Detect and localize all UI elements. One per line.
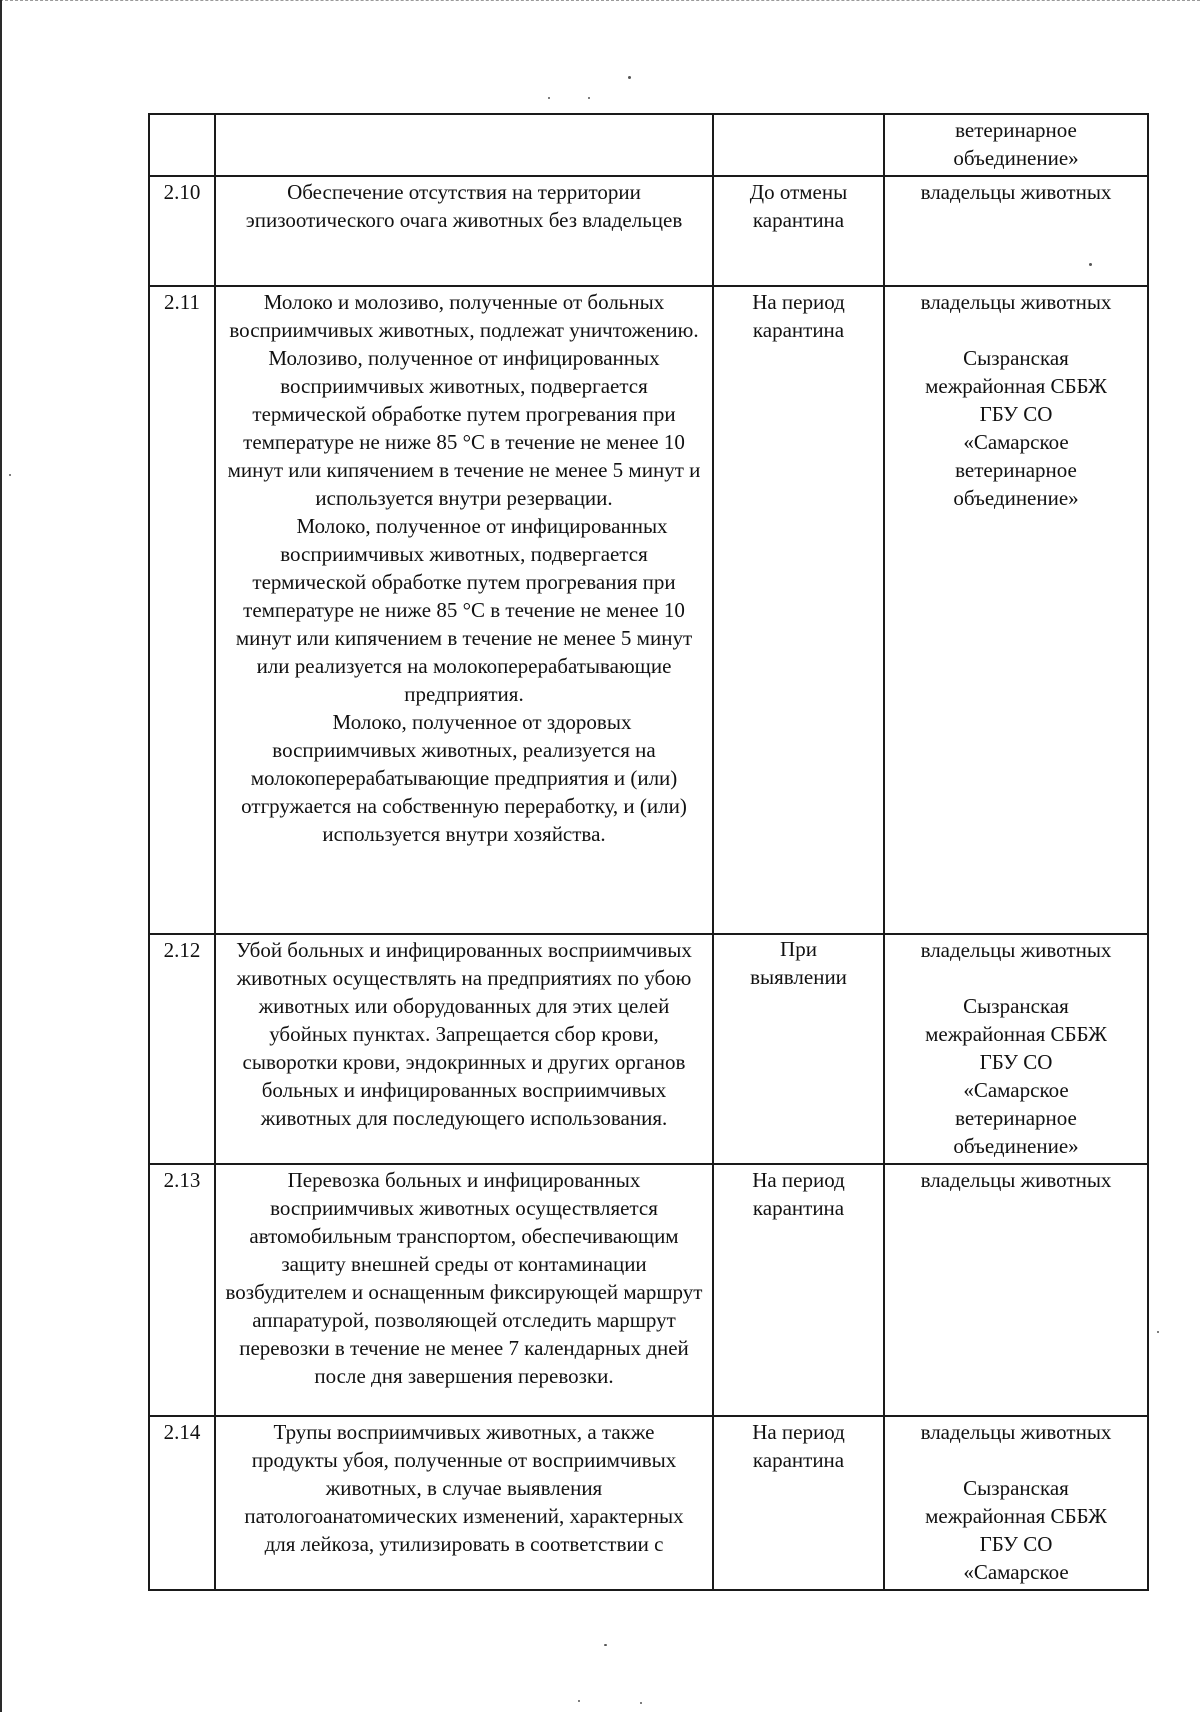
responsible-text: владельцы животных <box>920 1420 1112 1444</box>
table-row <box>149 934 1148 1164</box>
scan-top-edge <box>0 0 1200 3</box>
responsible-cell <box>884 286 1148 934</box>
responsible-cell <box>884 1164 1148 1416</box>
scan-speck <box>588 97 590 99</box>
measure-paragraph: Молоко, полученное от инфицированных восприимчивых животных, подвергается термической обработке путем прогревания при температуре не ниже 85 °С в течение не менее 10 минут или кипячением в течение не менее 5 минут или реализуется на молокоперерабатывающие предприятия. <box>235 514 693 706</box>
table-row <box>149 1416 1148 1590</box>
row-number <box>149 114 215 176</box>
measure-text: Трупы восприимчивых животных, а также продукты убоя, полученные от восприимчивых животных, в случае выявления патологоанатомических изменений, характерных для лейкоза, утилизировать в соответствии с <box>244 1420 684 1556</box>
responsible-cell <box>884 1416 1148 1590</box>
scan-speck <box>9 474 11 476</box>
responsible-cell <box>884 934 1148 1164</box>
measure-cell <box>215 114 713 176</box>
measure-paragraph: Молоко, полученное от здоровых восприимчивых животных, реализуется на молокоперерабатывающие предприятия и (или) отгружается на собственную переработку, и (или) используется внутри хозяйства. <box>241 710 687 846</box>
responsible-text: Сызранская межрайонная СББЖ ГБУ СО «Самарское ветеринарное объединение» <box>925 346 1107 510</box>
measure-cell <box>215 1416 713 1590</box>
measure-paragraph: Молоко и молозиво, полученные от больных восприимчивых животных, подлежат уничтожению. Молозиво, полученное от инфицированных восприимчивых животных, подвергается термической обработке путем прогревания при температуре не ниже 85 °С в течение не менее 10 минут или кипячением в течение не менее 5 минут и используется внутри резервации. <box>227 290 701 510</box>
responsible-text: владельцы животных <box>920 1168 1112 1192</box>
table-row <box>149 114 1148 176</box>
term-cell: На период карантина <box>713 1164 884 1416</box>
scan-speck <box>640 1702 642 1704</box>
scan-speck <box>578 1700 580 1702</box>
term-cell: При выявлении <box>713 934 884 1164</box>
table-row <box>149 176 1148 286</box>
measure-text: Обеспечение отсутствия на территории эпизоотического очага животных без владельцев <box>245 180 683 232</box>
scan-speck <box>628 76 631 79</box>
scan-speck <box>548 97 550 99</box>
term-cell: На период карантина <box>713 286 884 934</box>
responsible-text: владельцы животных <box>920 290 1112 314</box>
measure-text: Убой больных и инфицированных восприимчивых животных осуществлять на предприятиях по убою животных или оборудованных для этих целей убойных пунктах. Запрещается сбор крови, сыворотки крови, эндокринных и других органов больных и инфицированных восприимчивых животных для последующего использования. <box>236 938 692 1130</box>
table-row <box>149 1164 1148 1416</box>
term-cell: До отмены карантина <box>713 176 884 286</box>
measure-text: Перевозка больных и инфицированных восприимчивых животных осуществляется автомобильным транспортом, обеспечивающим защиту внешней среды от контаминации возбудителем и оснащенным фиксирующей маршрут аппаратурой, позволяющей отследить маршрут перевозки в течение не менее 7 календарных дней после дня завершения перевозки. <box>225 1168 703 1388</box>
term-cell <box>713 114 884 176</box>
responsible-text: владельцы животных <box>920 938 1112 962</box>
measure-cell <box>215 286 713 934</box>
measure-cell <box>215 176 713 286</box>
measures-table <box>148 113 1149 1591</box>
scan-left-edge <box>0 0 2 1712</box>
row-number: 2.13 <box>149 1164 215 1416</box>
table-row <box>149 286 1148 934</box>
responsible-text: ветеринарное объединение» <box>953 118 1079 170</box>
responsible-text: Сызранская межрайонная СББЖ ГБУ СО «Самарское <box>925 1476 1107 1584</box>
responsible-text: владельцы животных <box>920 180 1112 204</box>
measure-cell <box>215 1164 713 1416</box>
row-number: 2.14 <box>149 1416 215 1590</box>
scan-speck <box>604 1644 607 1646</box>
responsible-text: Сызранская межрайонная СББЖ ГБУ СО «Самарское ветеринарное объединение» <box>925 994 1107 1158</box>
responsible-cell <box>884 176 1148 286</box>
responsible-cell <box>884 114 1148 176</box>
row-number: 2.10 <box>149 176 215 286</box>
term-cell: На период карантина <box>713 1416 884 1590</box>
row-number: 2.11 <box>149 286 215 934</box>
scan-speck <box>1157 1331 1159 1333</box>
row-number: 2.12 <box>149 934 215 1164</box>
measure-cell <box>215 934 713 1164</box>
